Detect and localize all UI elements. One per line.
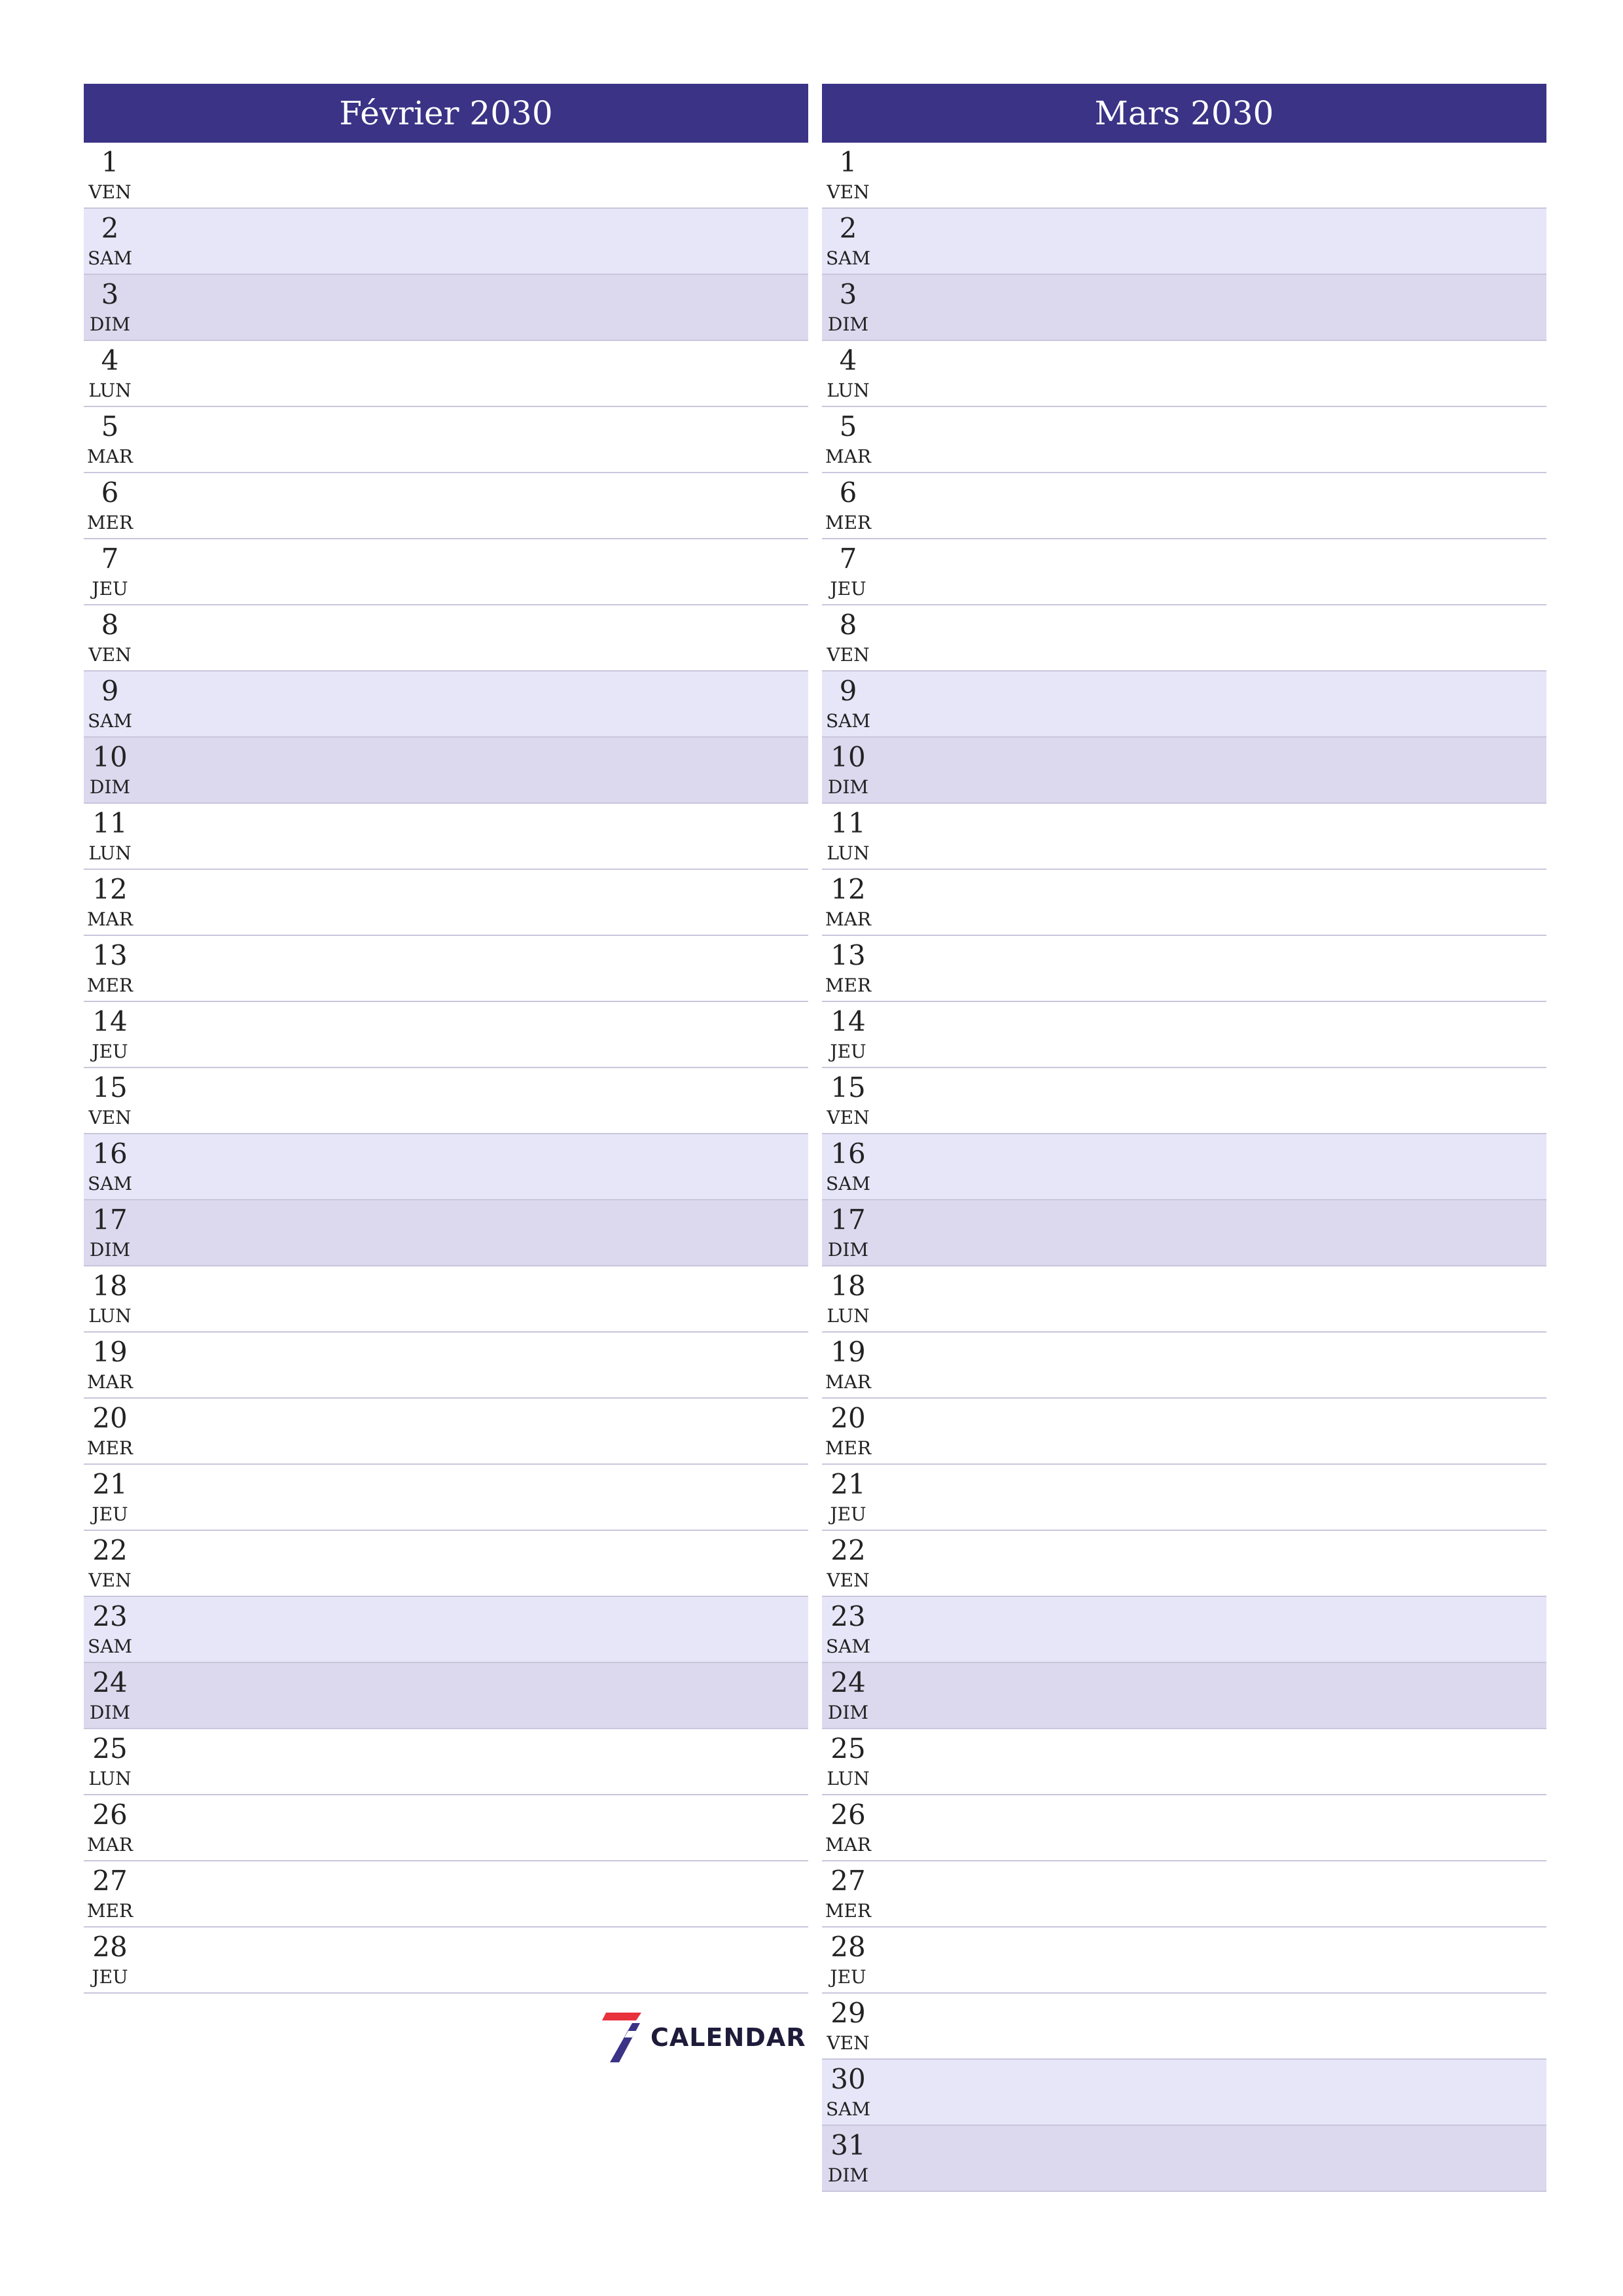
day-name: VEN [88,181,132,203]
day-number: 1 [101,146,119,178]
day-row [84,1597,808,1663]
day-name: MAR [825,908,871,930]
day-row [822,1399,1546,1465]
day-number: 6 [101,476,119,509]
day-row [84,1266,808,1333]
day-number: 19 [830,1336,866,1368]
day-number: 5 [839,410,857,442]
day-row [822,1597,1546,1663]
day-row [84,407,808,473]
day-name: MAR [87,1371,133,1393]
day-number: 7 [839,543,857,575]
day-number: 23 [830,1600,866,1632]
day-number: 24 [92,1666,128,1698]
day-number: 30 [830,2063,866,2095]
month-march [822,84,1546,2192]
day-name: VEN [827,1107,870,1128]
day-number: 14 [92,1005,128,1037]
day-row [84,473,808,539]
day-list [84,143,808,1994]
day-row [84,1068,808,1134]
day-number: 3 [839,278,857,310]
day-number: 16 [830,1138,866,1170]
day-name: VEN [88,644,132,666]
day-row [84,1663,808,1729]
month-february [84,84,808,1994]
day-name: JEU [830,578,866,600]
day-row [822,1134,1546,1200]
day-row [822,870,1546,936]
day-row [84,1861,808,1928]
day-row [84,1134,808,1200]
day-number: 28 [830,1931,866,1963]
day-name: MAR [825,446,871,467]
day-row [822,1861,1546,1928]
day-row [822,672,1546,738]
day-name: VEN [827,181,870,203]
day-row [822,539,1546,605]
day-number: 8 [101,609,119,641]
month-title: Février 2030 [84,84,808,143]
day-number: 5 [101,410,119,442]
day-row [84,1333,808,1399]
day-number: 9 [101,675,119,707]
day-number: 4 [101,344,119,376]
day-row [84,870,808,936]
day-name: SAM [87,247,133,269]
day-row [822,209,1546,275]
day-number: 29 [830,1997,866,2029]
day-row [822,1663,1546,1729]
day-name: MER [86,975,134,996]
day-name: LUN [88,1768,132,1789]
day-row [822,2126,1546,2192]
day-name: MER [86,512,134,533]
day-number: 2 [101,212,119,244]
day-name: SAM [825,1173,871,1194]
day-number: 4 [839,344,857,376]
day-row [822,1531,1546,1597]
day-name: SAM [87,1636,133,1657]
day-row [822,1928,1546,1994]
day-number: 28 [92,1931,128,1963]
day-row [822,1333,1546,1399]
day-number: 13 [92,939,128,971]
day-row [822,1068,1546,1134]
day-name: DIM [89,314,131,335]
day-name: DIM [827,2164,869,2186]
day-row [84,738,808,804]
day-number: 11 [92,807,128,839]
day-name: JEU [830,1966,866,1988]
day-name: MER [825,1900,872,1922]
day-row [84,804,808,870]
day-row [84,1465,808,1531]
day-number: 17 [92,1204,128,1236]
day-number: 19 [92,1336,128,1368]
day-name: LUN [827,842,870,864]
day-name: MER [825,512,872,533]
day-number: 15 [830,1071,866,1103]
day-number: 8 [839,609,857,641]
day-name: MAR [825,1834,871,1856]
day-row [84,1928,808,1994]
day-name: MAR [87,1834,133,1856]
day-name: DIM [89,776,131,798]
day-row [84,1399,808,1465]
day-row [822,1465,1546,1531]
day-name: DIM [827,1702,869,1723]
day-name: DIM [827,776,869,798]
day-row [84,1795,808,1861]
day-number: 23 [92,1600,128,1632]
day-row [822,1994,1546,2060]
day-row [822,1795,1546,1861]
day-number: 2 [839,212,857,244]
day-number: 24 [830,1666,866,1698]
day-row [822,804,1546,870]
day-number: 16 [92,1138,128,1170]
day-row [84,341,808,407]
month-title: Mars 2030 [822,84,1546,143]
day-name: DIM [89,1239,131,1261]
day-number: 25 [92,1732,128,1765]
day-number: 14 [830,1005,866,1037]
day-name: LUN [88,380,132,401]
day-name: SAM [825,1636,871,1657]
day-name: MER [86,1900,134,1922]
day-number: 12 [92,873,128,905]
day-row [822,2060,1546,2126]
day-number: 27 [92,1865,128,1897]
day-name: SAM [825,710,871,732]
day-name: LUN [88,842,132,864]
day-number: 12 [830,873,866,905]
day-row [822,275,1546,341]
day-list [822,143,1546,2192]
day-number: 18 [830,1270,866,1302]
day-number: 10 [92,741,128,773]
day-name: VEN [88,1570,132,1591]
day-number: 7 [101,543,119,575]
day-name: MAR [87,446,133,467]
day-name: JEU [92,1966,128,1988]
day-name: LUN [827,1768,870,1789]
day-row [84,672,808,738]
day-number: 15 [92,1071,128,1103]
day-number: 18 [92,1270,128,1302]
day-number: 3 [101,278,119,310]
day-number: 22 [830,1534,866,1566]
day-number: 20 [830,1402,866,1434]
day-number: 21 [830,1468,866,1500]
day-number: 9 [839,675,857,707]
day-number: 10 [830,741,866,773]
day-row [822,936,1546,1002]
day-row [84,143,808,209]
day-name: JEU [830,1041,866,1062]
day-row [822,407,1546,473]
day-name: LUN [88,1305,132,1327]
day-number: 25 [830,1732,866,1765]
day-name: DIM [827,1239,869,1261]
day-name: DIM [89,1702,131,1723]
day-name: SAM [825,2098,871,2120]
day-name: MER [825,975,872,996]
day-row [822,341,1546,407]
day-number: 11 [830,807,866,839]
day-name: JEU [92,1503,128,1525]
day-number: 6 [839,476,857,509]
logo-text: CALENDAR [651,2023,806,2052]
day-name: MAR [87,908,133,930]
day-row [84,936,808,1002]
day-number: 22 [92,1534,128,1566]
day-name: VEN [827,1570,870,1591]
day-row [84,605,808,672]
day-name: VEN [88,1107,132,1128]
day-row [84,275,808,341]
day-row [84,209,808,275]
day-name: LUN [827,380,870,401]
day-row [822,1266,1546,1333]
day-name: LUN [827,1305,870,1327]
day-name: JEU [92,578,128,600]
day-row [822,605,1546,672]
day-name: JEU [92,1041,128,1062]
day-row [84,1200,808,1266]
day-number: 1 [839,146,857,178]
day-number: 26 [92,1799,128,1831]
day-name: VEN [827,644,870,666]
calendar-logo [602,2011,806,2064]
day-row [84,1531,808,1597]
day-number: 13 [830,939,866,971]
day-row [822,1002,1546,1068]
day-name: JEU [830,1503,866,1525]
day-row [84,1729,808,1795]
day-name: MAR [825,1371,871,1393]
day-name: MER [86,1437,134,1459]
day-row [822,473,1546,539]
day-name: SAM [87,710,133,732]
day-number: 27 [830,1865,866,1897]
day-name: SAM [825,247,871,269]
day-name: SAM [87,1173,133,1194]
seven-logo-icon [602,2011,643,2064]
day-row [822,738,1546,804]
day-row [84,539,808,605]
day-number: 17 [830,1204,866,1236]
day-row [84,1002,808,1068]
day-row [822,1729,1546,1795]
day-name: VEN [827,2032,870,2054]
day-number: 26 [830,1799,866,1831]
day-row [822,1200,1546,1266]
day-number: 21 [92,1468,128,1500]
day-name: DIM [827,314,869,335]
day-number: 31 [830,2129,866,2161]
day-number: 20 [92,1402,128,1434]
day-row [822,143,1546,209]
day-name: MER [825,1437,872,1459]
